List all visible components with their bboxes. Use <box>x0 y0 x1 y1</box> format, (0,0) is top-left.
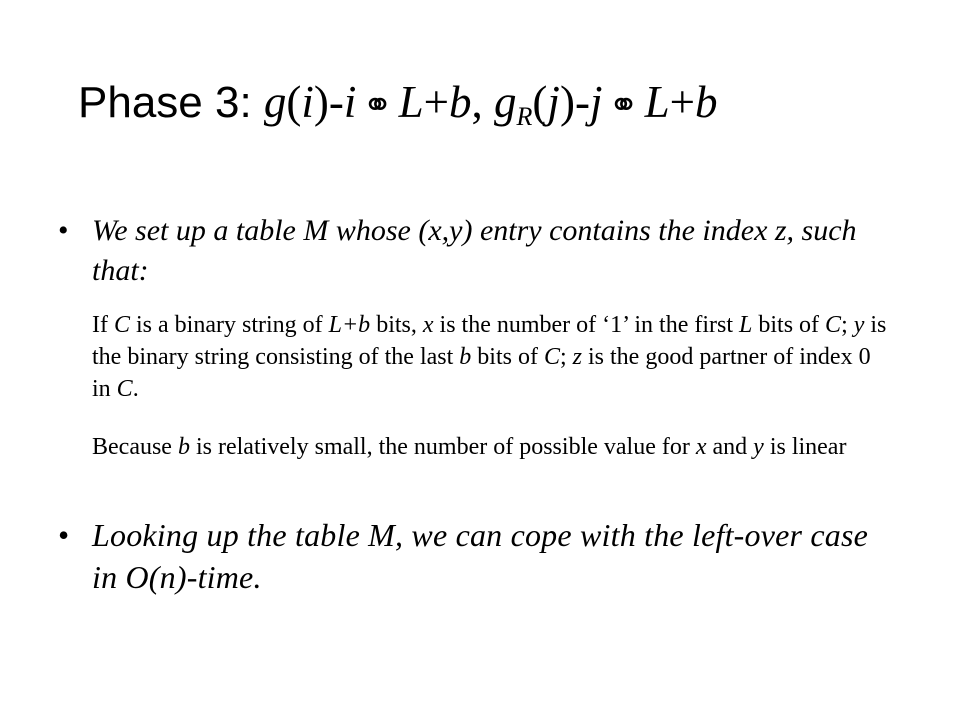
text-run: is relatively small, the number of possible value for <box>189 434 696 460</box>
var-z: z <box>572 344 582 370</box>
text-run: and <box>706 434 754 460</box>
title-g-2: g <box>494 77 517 127</box>
paragraph-definition <box>92 309 892 405</box>
title-L-2: L <box>644 77 670 127</box>
title-prefix: Phase 3: <box>78 78 264 127</box>
title-i: i <box>301 77 314 127</box>
title-comma: , <box>471 77 495 127</box>
var-y: y <box>753 434 764 460</box>
title-b: b <box>449 77 472 127</box>
yin-yang-icon-2: ⚭ <box>608 85 639 126</box>
title-i-2: i <box>343 77 357 127</box>
title-j-2: j <box>589 77 603 127</box>
var-b: b <box>459 344 472 370</box>
var-Lb: L+b <box>328 312 371 338</box>
title-lparen-2: ( <box>532 77 548 127</box>
var-C: C <box>116 376 133 402</box>
var-x: x <box>422 312 434 338</box>
yin-yang-icon: ⚭ <box>362 85 393 126</box>
title-lparen: ( <box>286 77 302 127</box>
title-plus: + <box>423 77 450 127</box>
text-run: is a binary string of <box>130 312 329 338</box>
bullet-item-table <box>58 211 892 291</box>
paragraph-size-note <box>92 431 892 463</box>
title-b-2: b <box>695 77 718 127</box>
title-minus-2: - <box>574 77 590 127</box>
var-C: C <box>825 312 842 338</box>
text-run: bits of <box>471 344 544 370</box>
bullet-text: Looking up the table M, we can cope with the left-over case in O(n)-time. <box>92 517 869 595</box>
text-run: is the binary string consisting of the last <box>92 312 887 370</box>
title-g: g <box>263 77 287 127</box>
text-run: bits, <box>370 312 423 338</box>
slide-title <box>78 72 938 147</box>
text-run: ; <box>841 312 854 338</box>
var-y: y <box>853 312 865 338</box>
text-run: is linear <box>763 434 847 460</box>
title-rparen-2: ) <box>559 77 575 127</box>
text-run: is the good partner of index 0 in <box>92 344 871 402</box>
title-minus: - <box>328 77 344 127</box>
var-b: b <box>177 434 190 460</box>
text-run: . <box>132 376 139 402</box>
bullet-item-lookup <box>58 514 892 598</box>
var-C: C <box>543 344 560 370</box>
bullet-text: We set up a table M whose (x,y) entry contains the index z, such that: <box>92 214 857 287</box>
text-run: bits of <box>752 312 826 338</box>
bullet-dot-icon: • <box>58 214 69 247</box>
text-run: If <box>92 312 114 338</box>
text-run: Because <box>92 434 178 460</box>
title-j: j <box>547 77 560 127</box>
text-run: is the number of ‘1’ in the first <box>433 312 740 338</box>
title-plus-2: + <box>669 77 696 127</box>
bullet-dot-icon: • <box>58 517 70 553</box>
var-x: x <box>695 434 707 460</box>
title-rparen: ) <box>313 77 329 127</box>
title-subscript-R: R <box>516 102 533 131</box>
text-run: ; <box>559 344 573 370</box>
title-L: L <box>398 77 424 127</box>
var-C: C <box>113 312 130 338</box>
var-L: L <box>739 312 753 338</box>
